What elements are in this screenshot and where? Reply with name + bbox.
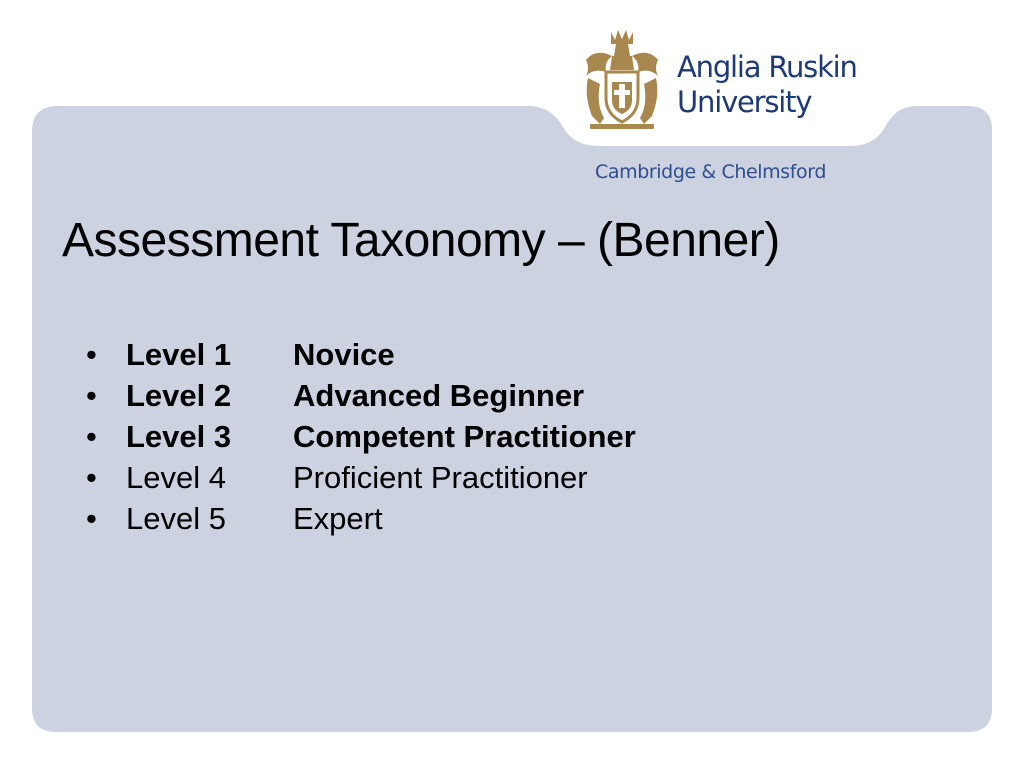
level-label: Level 2 [126,378,232,413]
bullet-icon: • [86,460,97,495]
level-label: Level 5 [126,501,226,536]
level-label: Level 4 [126,460,226,495]
campus-locations: Cambridge & Chelmsford [595,161,827,183]
level-label: Level 3 [126,419,232,454]
bullet-icon: • [86,501,97,536]
bullet-icon: • [86,419,97,454]
university-name-line2: University [677,85,812,119]
slide-title: Assessment Taxonomy – (Benner) [62,214,780,267]
university-wordmark [677,50,857,120]
level-label: Level 1 [126,337,232,372]
level-name: Proficient Practitioner [293,460,588,495]
university-name-line1: Anglia Ruskin [677,50,857,84]
level-name: Expert [293,501,383,536]
level-name: Novice [293,337,395,372]
level-name: Advanced Beginner [293,378,585,413]
university-crest-icon [582,26,662,130]
level-name: Competent Practitioner [293,419,636,454]
bullet-icon: • [86,378,97,413]
bullet-icon: • [86,337,97,372]
